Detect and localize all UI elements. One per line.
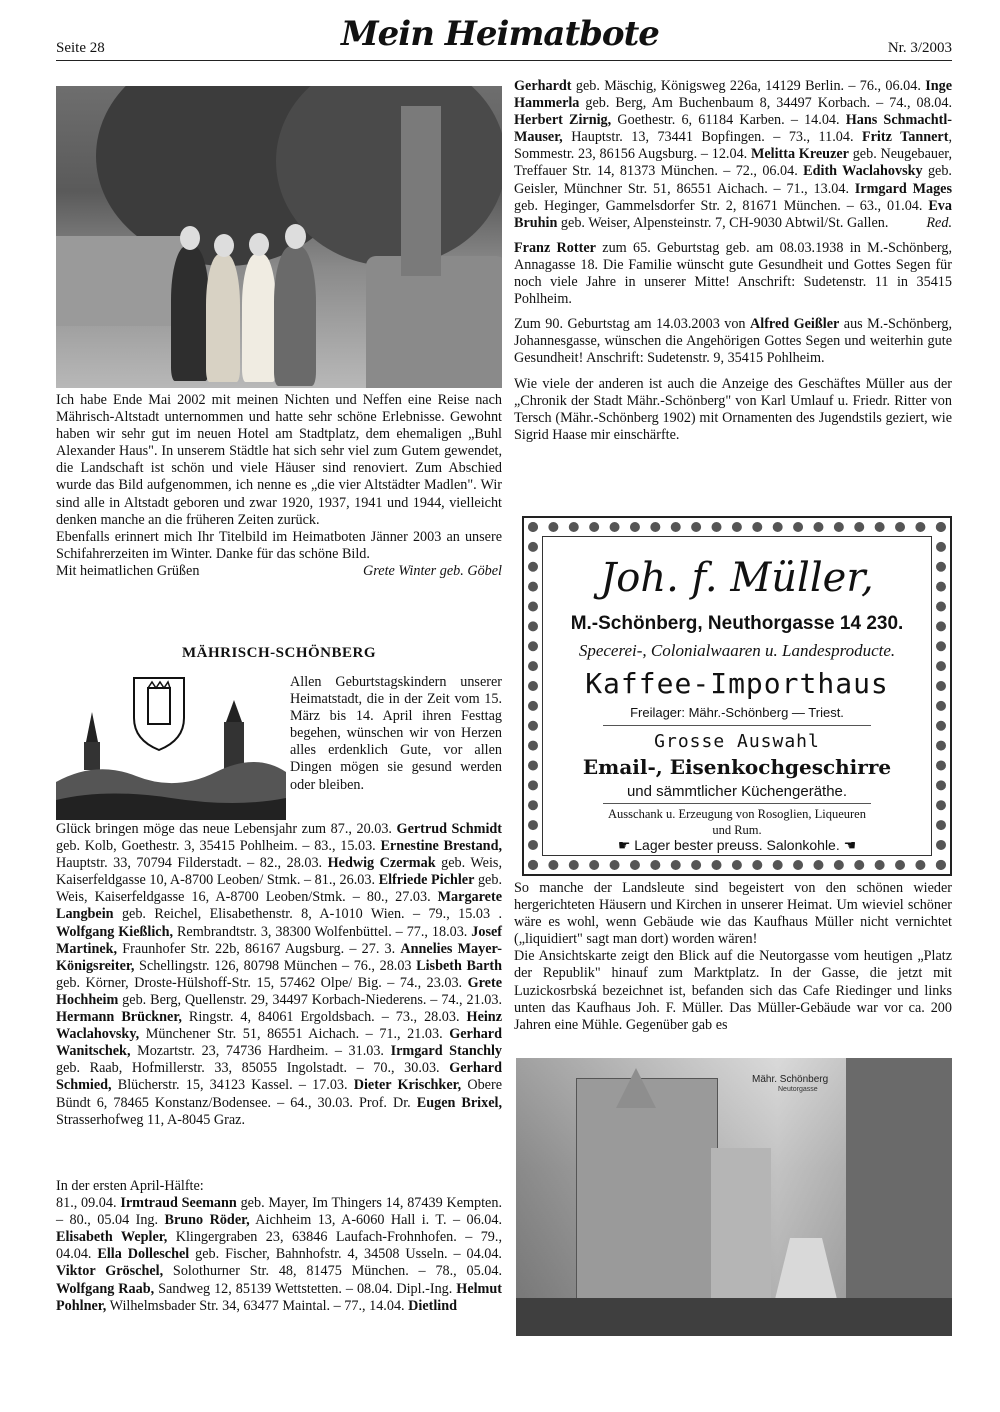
- header-rule: [56, 60, 952, 61]
- ad-company-name: Joh. f. Müller,: [600, 555, 874, 601]
- mueller-advertisement: [522, 516, 952, 876]
- caption-greeting: Mit heimatlichen Grüßen: [56, 562, 200, 579]
- postcard-image: [516, 1058, 952, 1336]
- section-title: MÄHRISCH-SCHÖNBERG: [181, 645, 377, 661]
- town-coat-of-arms-illustration: [56, 672, 286, 820]
- ad-kuechengeraethe: und sämmtlicher Küchengeräthe.: [626, 783, 848, 800]
- ad-freilager: Freilager: Mähr.-Schönberg — Triest.: [630, 705, 844, 720]
- group-photo: [56, 86, 502, 388]
- rotter-notice: Franz Rotter zum 65. Geburtstag geb. am 08.03.1938 in M.-Schönberg, Annagasse 18. Die Familie wünscht gute Gesundheit und Gottes Segen für noch viele Jahre in unserer Mitte! Anschrift: Sudetenstr. 11 in 35415 Pohlheim.: [514, 239, 952, 308]
- birthday-list-text: Glück bringen möge das neue Lebensjahr zum 87., 20.03. Gertrud Schmidt geb. Kolb, Goethestr. 3, 35415 Pohlheim. – 83., 15.03. Ernestine Brestand, Hauptstr. 33, 70794 Filderstadt. – 82., 28.03. Hedwig Czermak geb. Weis, Kaiserfeldgasse 10, A-8700 Leoben/ Stmk. – 81., 26.03. Elfriede Pichler geb. Weis, Kaiserfeldgasse 16, A-8700 Leoben/Stmk. – 80., 27.03. Margarete Langbein geb. Reichel, Elisabethenstr. 8, A-1010 Wien. – 79., 15.03 . Wolfgang Kießlich, Rembrandtstr. 3, 38300 Wolfenbüttel. – 77., 18.03. Josef Martinek, Fraunhofer Str. 22b, 86167 Augsburg. – 27. 3. Annelies Mayer-Königsreiter, Schellingstr. 126, 80798 München – 76., 28.03 Lisbeth Barth geb. Körner, Droste-Hülshoff-Str. 15, 57462 Olpe/ Big. – 74., 23.03. Grete Hochheim geb. Berg, Quellenstr. 29, 34497 Korbach-Niederens. – 74., 21.03. Hermann Brückner, Ringstr. 4, 84061 Ergoldsbach. – 73., 28.03. Heinz Waclahovsky, Münchener Str. 51, 86551 Aichach. – 71., 21.03. Gerhard Wanitschek, Mozartstr. 23, 74736 Hardheim. – 31.03. Irmgard Stanchly geb. Raab, Hofmillerstr. 33, 85055 Ingolstadt. – 70., 30.03. Gerhard Schmied, Blücherstr. 15, 34123 Kassel. – 17.03. Dieter Krischker, Obere Bündt 6, 78465 Konstanz/Bodensee. – 64., 30.03. Prof. Dr. Eugen Brixel, Strasserhofweg 11, A-8045 Graz.: [56, 821, 503, 1128]
- caption-signature: Grete Winter geb. Göbel: [363, 562, 502, 579]
- pointing-hand-icon: ☚: [839, 837, 857, 853]
- mueller-intro: Wie viele der anderen ist auch die Anzeige des Geschäftes Müller aus der „Chronik der Stadt Mähr.-Schönberg" von Karl Umlauf u. Friedr. Ritter von Tersch (Mähr.-Schönberg 1902) mit Ornamenten des Jugendstils geziert, wie Sigrid Haase mir einschärfte.: [514, 375, 952, 443]
- editor-mark: Red.: [926, 214, 952, 231]
- postcard-sublabel: Neutorgasse: [778, 1086, 818, 1093]
- geissler-notice: Zum 90. Geburtstag am 14.03.2003 von Alfred Geißler aus M.-Schönberg, Johannesgasse, wünschen die Angehörigen Gottes Segen und weiterhin gute Gesundheit! Anschrift: Sudetenstr. 9, 35415 Pohlheim.: [514, 316, 952, 367]
- april-heading: In der ersten April-Hälfte:: [56, 1178, 204, 1194]
- birthday-list-april-block: [56, 1178, 502, 1315]
- masthead-title: Mein Heimatbote: [341, 14, 659, 54]
- caption-paragraph: Ich habe Ende Mai 2002 mit meinen Nichten und Neffen eine Reise nach Mährisch-Altstadt unternommen und hatte sehr schöne Erlebnisse. Gewohnt haben wir sehr gut im neuen Hotel am Stadtplatz, dem ehemaligen „Buhl Alexander Haus". In unserem Städtle hat sich sehr viel zum Gutem gewendet, die Landschaft ist schön und viele Häuser sind renoviert. Zum Abschied wurde das Bild aufgenommen, ich nenne es „die vier Altstädter Madlen". Wir sind alle in Altstadt geboren und zwar 1920, 1937, 1941 und 1944, vielleicht denken manche an die früheren Zeiten zurück.: [56, 392, 502, 528]
- ad-goods: Specerei-, Colonialwaaren u. Landesproducte.: [578, 641, 896, 660]
- right-column-bottom: [514, 880, 952, 1034]
- ad-salonkohle: [543, 837, 931, 854]
- right-column-top: [514, 78, 952, 452]
- ad-address: M.-Schönberg, Neuthorgasse 14 230.: [570, 613, 904, 634]
- birthday-list-march: [56, 821, 502, 1129]
- ad-coffee-house: Kaffee-Importhaus: [585, 667, 889, 700]
- photo-caption: [56, 392, 502, 580]
- pointing-hand-icon: ☛: [617, 837, 635, 853]
- ad-ausschank: Ausschank u. Erzeugung von Rosoglien, Liqueuren: [608, 807, 866, 821]
- ad-email-geschirre: Email-, Eisenkochgeschirre: [582, 755, 892, 779]
- postcard-label: Mähr. Schönberg: [752, 1074, 829, 1085]
- ad-salonkohle-text: Lager bester preuss. Salonkohle.: [634, 837, 840, 853]
- caption-paragraph-2: Ebenfalls erinnert mich Ihr Titelbild im Heimatboten Jänner 2003 an unsere Schifahrerzeiten im Winter. Danke für das schöne Bild.: [56, 528, 502, 562]
- birthday-intro: Allen Geburtstagskindern unserer Heimatstadt, die in der Zeit vom 15. März bis 14. April ihren Festtag begehen, wünschen wir von Herzen alles erdenklich Gute, vor allen Dingen mögen sie gesund werden oder bleiben.: [290, 674, 502, 793]
- birthday-list-april: 81., 09.04. Irmtraud Seemann geb. Mayer, Im Thingers 14, 87439 Kempten. – 80., 05.04 Ing. Bruno Röder, Aichheim 13, A-6060 Hall i. T. – 06.04. Elisabeth Wepler, Klingergraben 23, 63846 Laufach-Frohnhofen. – 79., 04.04. Ella Dolleschel geb. Fischer, Bahnhofstr. 4, 34508 Usseln. – 04.04. Viktor Gröschel, Solothurner Str. 48, 81475 München. – 78., 05.04. Wolfgang Raab, Sandweg 12, 85139 Wettstetten. – 08.04. Dipl.-Ing. Helmut Pohlner, Wilhelmsbader Str. 34, 63477 Maintal. – 77., 14.04. Dietlind: [56, 1195, 502, 1314]
- postcard-description: Die Ansichtskarte zeigt den Blick auf die Neutorgasse vom heutigen „Platz der Republik" hinauf zum Marktplatz. In der Gasse, die jetzt mit Luzickosrbská bezeichnet ist, befanden sich das Cafe Riedinger und links unten das Kaufhaus Joh. F. Müller. Das Müller-Gebäude war vor ca. 200 Jahren eine Mühle. Gegenüber gab es: [514, 948, 952, 1033]
- ad-grosse-auswahl: Grosse Auswahl: [654, 731, 820, 752]
- ad-rum: und Rum.: [712, 823, 762, 837]
- issue-number: Nr. 3/2003: [887, 40, 952, 56]
- page-number: Seite 28: [56, 40, 105, 56]
- after-ad-paragraph: So manche der Landsleute sind begeistert von den schönen wieder hergerichteten Häusern und Kirchen in unserer Heimat. Um wieviel schöner wäre es wohl, wenn Gebäude wie das Kaufhaus Müller nicht vernichtet („liquidiert" sagt man dort) worden wären!: [514, 880, 952, 948]
- birthday-list-continued: Gerhardt geb. Mäschig, Königsweg 226a, 14129 Berlin. – 76., 06.04. Inge Hammerla geb. Berg, Am Buchenbaum 8, 34497 Korbach. – 74., 08.04. Herbert Zirnig, Goethestr. 6, 61184 Karben. – 14.04. Hans Schmachtl-Mauser, Hauptstr. 13, 73441 Bopfingen. – 73., 11.04. Fritz Tannert, Sommestr. 23, 86156 Augsburg. – 12.04. Melitta Kreuzer geb. Neugebauer, Treffauer Str. 14, 81373 München. – 72., 06.04. Edith Waclahovsky geb. Geisler, Münchner Str. 51, 86551 Aichach. – 71., 13.04. Irmgard Mages geb. Heginger, Gammelsdorfer Str. 2, 81671 München. – 63., 01.04. Eva Bruhin geb. Weiser, Alpensteinstr. 7, CH-9030 Abtwil/St. Gallen.: [514, 78, 952, 231]
